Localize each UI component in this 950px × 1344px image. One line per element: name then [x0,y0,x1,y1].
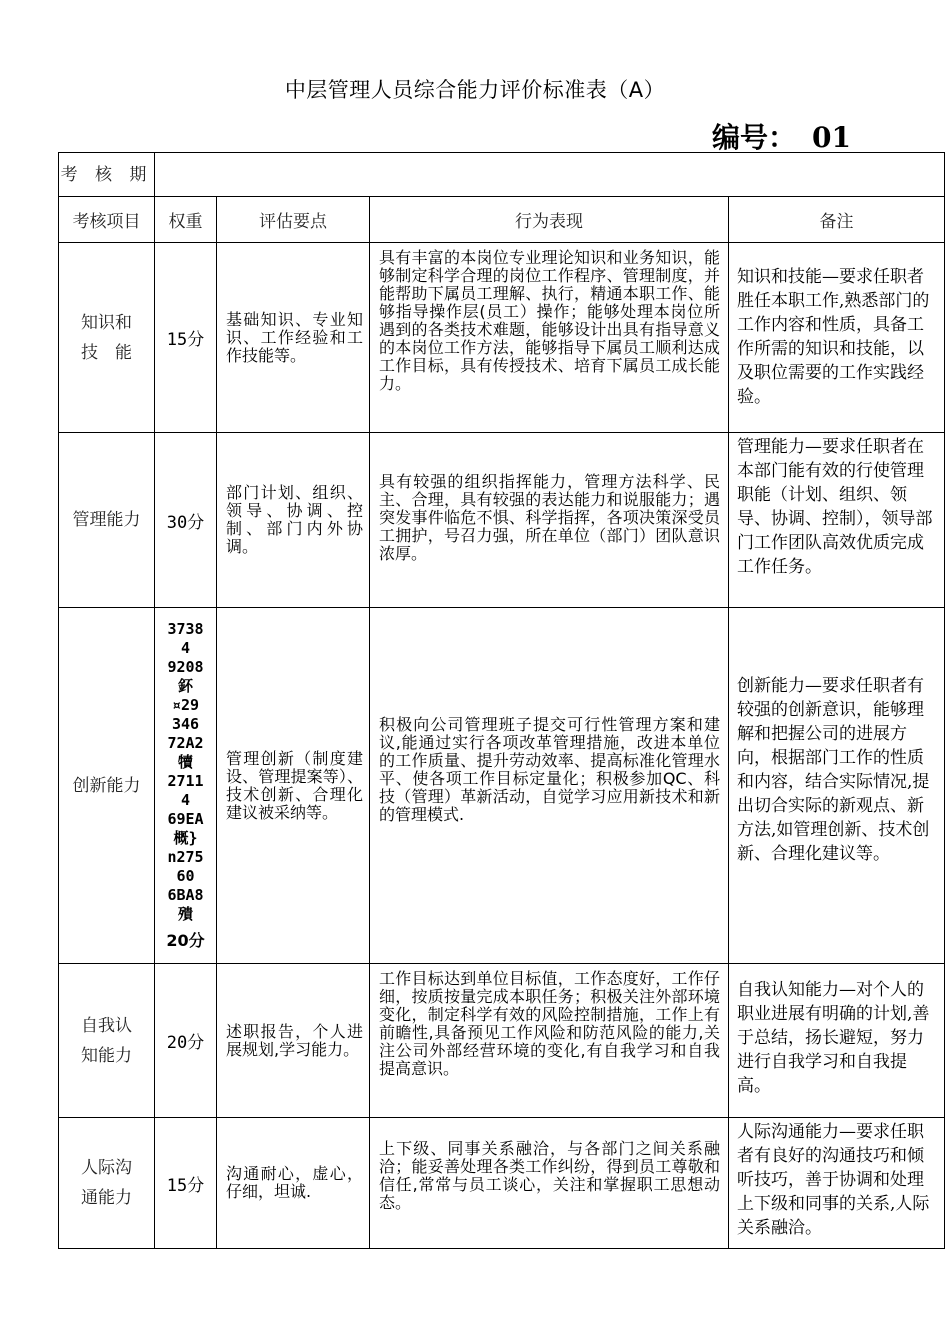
period-row [59,153,945,197]
table-row [59,433,945,608]
garbled-line: 4 [180,639,191,657]
item-behavior: 积极向公司管理班子提交可行性管理方案和建议,能通过实行各项改革管理措施，改进本单位的工作质量、提升劳动效率、提高标准化管理水平、使各项工作目标定量化；积极参加QC、科技（管理）革新活动，自觉学习应用新技术和新的管理模式. [370,608,729,964]
garbled-line: 346 [171,715,200,733]
header-behavior: 行为表现 [370,197,729,243]
item-points: 管理创新（制度建设、管理提案等）、技术创新、合理化建议被采纳等。 [217,608,370,964]
item-remark: 人际沟通能力—要求任职者有良好的沟通技巧和倾听技巧，善于协调和处理上下级和同事的关系,人际关系融洽。 [729,1118,945,1249]
item-remark: 管理能力—要求任职者在本部门能有效的行使管理职能（计划、组织、领导、协调、控制），领导部门工作团队高效优质完成工作任务。 [729,433,945,608]
item-points: 基础知识、专业知识、工作经验和工作技能等。 [217,243,370,433]
garbled-line: 2711 [167,772,204,790]
garbled-line: 概} [173,829,198,847]
item-remark: 创新能力—要求任职者有较强的创新意识，能够理解和把握公司的进展方向，根据部门工作的性质和内容，结合实际情况,提出切合实际的新观点、新方法,如管理创新、技术创新、合理化建议等。 [729,608,945,964]
table-row [59,243,945,433]
item-remark: 自我认知能力—对个人的职业进展有明确的计划,善于总结，扬长避短，努力进行自我学习和自我提高。 [729,964,945,1118]
header-remark: 备注 [729,197,945,243]
item-points: 述职报告，个人进展规划,学习能力。 [217,964,370,1118]
table-row [59,964,945,1118]
document-title: 中层管理人员综合能力评价标准表（A） [284,78,666,102]
garbled-line: 6BA8 [167,886,204,904]
garbled-weight-text [155,620,216,924]
period-label: 考 核 期 [59,153,155,197]
garbled-line: n275 [167,848,204,866]
header-item: 考核项目 [59,197,155,243]
garbled-line: 殨 [177,905,193,923]
item-behavior: 工作目标达到单位目标值，工作态度好，工作仔细，按质按量完成本职任务；积极关注外部环境变化，制定科学有效的风险控制措施，工作上有前瞻性,具备预见工作风险和防范风险的能力,关注公司外部经营环境的变化,有自我学习和自我提高意识。 [370,964,729,1118]
item-weight: 20分 [155,964,217,1118]
item-name: 人际沟 通能力 [59,1118,155,1249]
garbled-line: 72A2 [167,734,204,752]
garbled-line: 60 [176,867,195,885]
item-name: 创新能力 [59,608,155,964]
garbled-line: 4 [180,791,191,809]
garbled-line: 鈈 [177,677,193,695]
item-name: 自我认 知能力 [59,964,155,1118]
item-behavior: 具有丰富的本岗位专业理论知识和业务知识，能够制定科学合理的岗位工作程序、管理制度，并能帮助下属员工理解、执行，精通本职工作、能够指导操作层(员工）操作；能够处理本岗位所遇到的各类技术难题，能够设计出具有指导意义的本岗位工作方法，能够指导下属员工顺利达成工作目标，具有传授技术、培育下属员工成长能力。 [370,243,729,433]
garbled-line: 犢 [177,753,193,771]
item-name: 知识和 技 能 [59,243,155,433]
garbled-line: 9208 [167,658,204,676]
item-behavior: 上下级、同事关系融洽，与各部门之间关系融洽；能妥善处理各类工作纠纷，得到员工尊敬和信任,常常与员工谈心，关注和掌握职工思想动态。 [370,1118,729,1249]
header-row [59,197,945,243]
garbled-line: 69EA [167,810,204,828]
evaluation-table [58,152,945,1249]
garbled-line: ¤29 [171,696,200,714]
item-remark: 知识和技能—要求任职者胜任本职工作,熟悉部门的工作内容和性质，具备工作所需的知识和技能，以及职位需要的工作实践经验。 [729,243,945,433]
table-row [59,1118,945,1249]
item-weight: 20分 [166,931,205,950]
garbled-line: 3738 [167,620,204,638]
item-points: 部门计划、组织、领导、协调、控制、部门内外协调。 [217,433,370,608]
item-weight: 30分 [155,433,217,608]
item-behavior: 具有较强的组织指挥能力，管理方法科学、民主、合理，具有较强的表达能力和说服能力；遇突发事件临危不惧、科学指挥，各项决策深受员工拥护，号召力强，所在单位（部门）团队意识浓厚。 [370,433,729,608]
number-label: 编号： [712,121,797,154]
item-name: 管理能力 [59,433,155,608]
table-row [59,608,945,964]
item-weight: 15分 [155,1118,217,1249]
item-weight: 15分 [155,243,217,433]
item-points: 沟通耐心，虚心，仔细，坦诚. [217,1118,370,1249]
period-value [155,153,945,197]
header-points: 评估要点 [217,197,370,243]
header-weight: 权重 [155,197,217,243]
document-number [712,116,851,156]
number-value: 01 [812,121,851,154]
item-weight-cell [155,608,217,964]
